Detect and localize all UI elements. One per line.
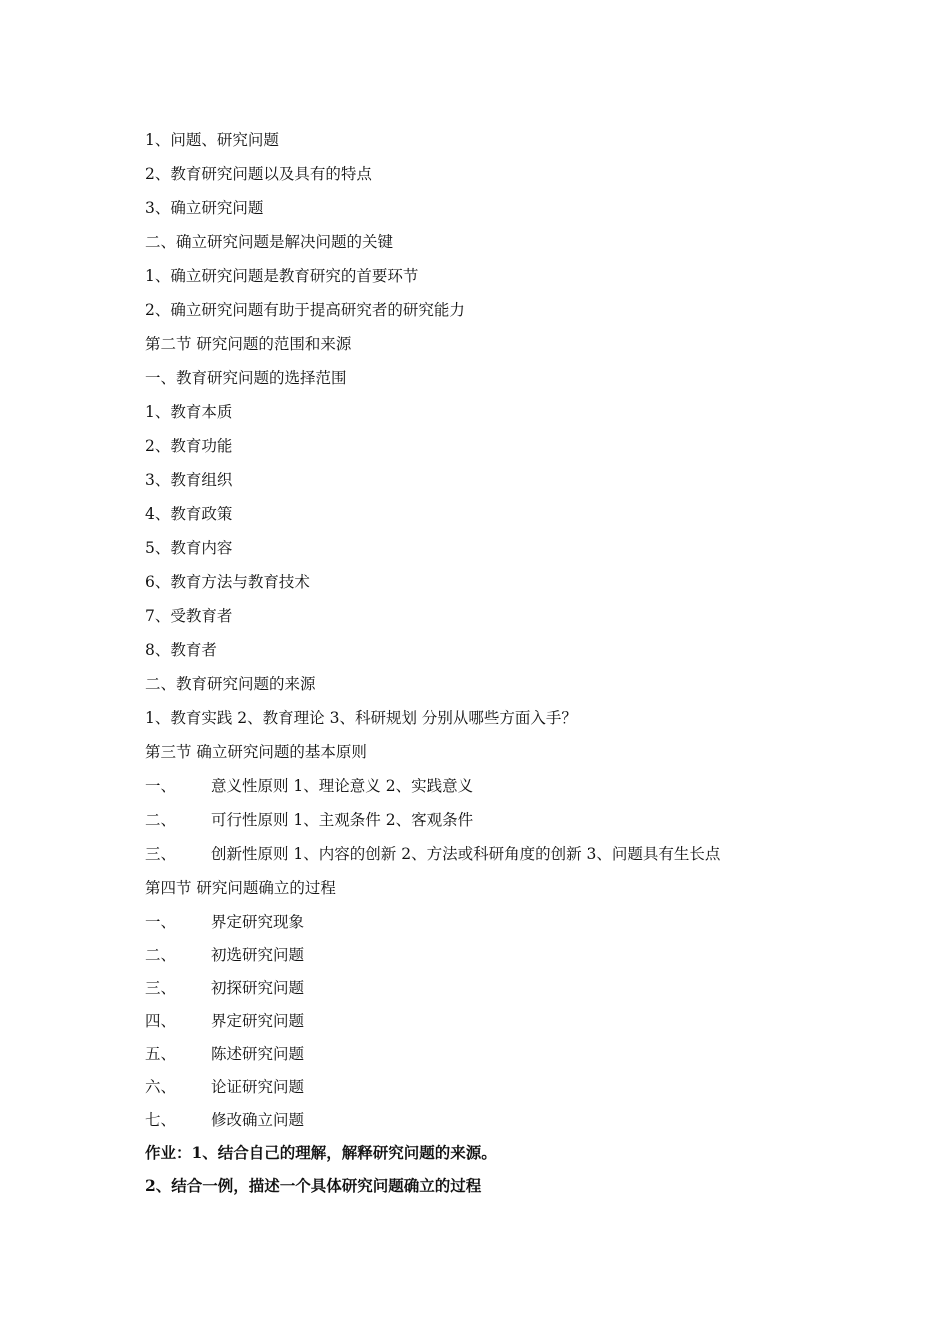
text-line: 3、教育组织 [145, 471, 233, 489]
list-item [145, 768, 865, 802]
list-text: 论证研究问题 [211, 1077, 305, 1096]
list-item [145, 1003, 865, 1036]
list-text: 陈述研究问题 [211, 1044, 305, 1063]
list-number: 七、 [145, 1110, 177, 1129]
list-item [145, 937, 865, 970]
text-line: 1、教育实践 2、教育理论 3、科研规划 分别从哪些方面入手？ [145, 709, 577, 727]
list-text: 界定研究现象 [211, 912, 305, 931]
list-text: 意义性原则 1、理论意义 2、实践意义 [211, 777, 474, 795]
text-line: 6、教育方法与教育技术 [145, 573, 310, 591]
list-number: 一、 [145, 777, 177, 795]
text-line: 3、确立研究问题 [145, 199, 264, 217]
text-line: 1、教育本质 [145, 403, 233, 421]
text-line: 1、确立研究问题是教育研究的首要环节 [145, 267, 419, 285]
section-title: 第二节 研究问题的范围和来源 [145, 335, 352, 353]
homework-line: 作业：1、结合自己的理解，解释研究问题的来源。 [145, 1142, 497, 1162]
process-steps-list [145, 904, 865, 1135]
text-line: 1、问题、研究问题 [145, 131, 279, 149]
list-text: 界定研究问题 [211, 1011, 305, 1030]
heading-line: 二、教育研究问题的来源 [145, 675, 316, 693]
list-text: 初选研究问题 [211, 945, 305, 964]
text-line: 4、教育政策 [145, 505, 233, 523]
list-item [145, 802, 865, 836]
list-number: 四、 [145, 1011, 177, 1030]
list-item [145, 1036, 865, 1069]
principles-list [145, 768, 865, 870]
homework-block [145, 1135, 865, 1201]
text-line: 2、教育研究问题以及具有的特点 [145, 165, 372, 183]
section-title: 第三节 确立研究问题的基本原则 [145, 743, 367, 761]
list-item [145, 836, 865, 870]
text-line: 7、受教育者 [145, 607, 233, 625]
list-number: 三、 [145, 845, 177, 863]
list-item [145, 1102, 865, 1135]
section-title: 第四节 研究问题确立的过程 [145, 879, 336, 897]
text-line: 8、教育者 [145, 641, 217, 659]
text-line: 5、教育内容 [145, 539, 233, 557]
list-text: 可行性原则 1、主观条件 2、客观条件 [211, 811, 474, 829]
list-text: 创新性原则 1、内容的创新 2、方法或科研角度的创新 3、问题具有生长点 [211, 845, 721, 863]
text-line: 2、教育功能 [145, 437, 233, 455]
list-text: 初探研究问题 [211, 978, 305, 997]
heading-line: 二、确立研究问题是解决问题的关键 [145, 233, 394, 251]
list-text: 修改确立问题 [211, 1110, 305, 1129]
heading-line: 一、教育研究问题的选择范围 [145, 369, 347, 387]
list-number: 三、 [145, 978, 177, 997]
list-number: 六、 [145, 1077, 177, 1096]
list-number: 五、 [145, 1044, 177, 1063]
list-number: 二、 [145, 945, 177, 964]
homework-line: 2、结合一例，描述一个具体研究问题确立的过程 [145, 1175, 482, 1195]
list-number: 一、 [145, 912, 177, 931]
list-item [145, 904, 865, 937]
list-number: 二、 [145, 811, 177, 829]
text-line: 2、确立研究问题有助于提高研究者的研究能力 [145, 301, 465, 319]
list-item [145, 1069, 865, 1102]
outline-list-a [145, 122, 865, 768]
list-item [145, 970, 865, 1003]
document-body [145, 122, 865, 1201]
